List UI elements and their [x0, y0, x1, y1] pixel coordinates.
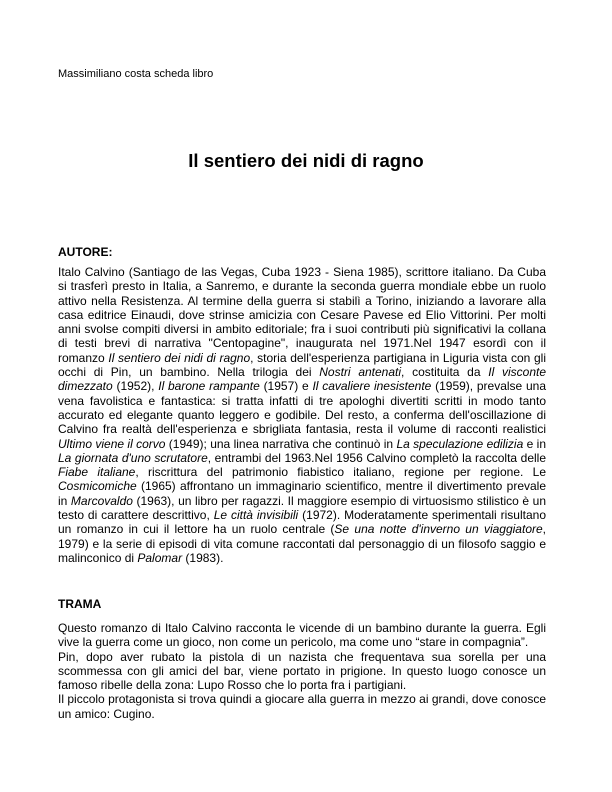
work-title: Fiabe italiane — [58, 465, 136, 480]
text-run: Italo Calvino (Santiago de las Vegas, Cuba 1923 - Siena 1985), scrittore italiano. Da Cuba si trasferì presto in Italia, a Sanremo, e durante la seconda guerra mondiale ebbe un ruolo attivo nella Resistenza. Al termine della guerra si stabilì a Torino, iniziando a lavorare alla casa editrice Einaudi, dove strinse amicizia con Cesare Pavese ed Elio Vittorini. Per molti anni svolse compiti diversi in ambito editoriale; fra i suoi contributi più significativi la collana di testi brevi di narrativa "Centopagine", inaugurata nel 1971.Nel 1947 esordì con il romanzo — [58, 265, 546, 365]
document-header: Massimiliano costa scheda libro — [58, 68, 214, 80]
trama-paragraph: Questo romanzo di Italo Calvino racconta le vicende di un bambino durante la guerra. Egli vive la guerra come un gioco, non come un pericolo, ma come uno “stare in compagnia”. — [58, 621, 546, 650]
text-run: (1957) e — [259, 379, 313, 394]
text-run: , 1979) e la serie di episodi di vita comune raccontati dal personaggio di un filosofo saggio e malinconico di — [58, 522, 547, 565]
trama-paragraph: Pin, dopo aver rubato la pistola di un nazista che frequentava sua sorella per una scommessa con gli amici del bar, viene portato in prigione. In questo luogo conosce un famoso ribelle della zona: Lupo Rosso che lo porta fra i partigiani. — [58, 649, 546, 693]
section-heading-trama: TRAMA — [58, 597, 102, 611]
trama-paragraph: Il piccolo protagonista si trova quindi a giocare alla guerra in mezzo ai grandi, dove conosce un amico: Cugino. — [58, 692, 546, 721]
autore-paragraph — [58, 265, 546, 565]
work-title: Il cavaliere inesistente — [312, 379, 432, 394]
work-title: Nostri antenati — [319, 365, 402, 380]
text-run: (1963), un libro per ragazzi. Il maggiore esempio di virtuosismo stilistico è un testo di carattere descrittivo, — [58, 493, 546, 523]
text-run: (1949); una linea narrativa che continuò in — [165, 436, 397, 451]
text-run: (1983). — [182, 550, 224, 565]
text-run: , storia dell'esperienza partigiana in Liguria vista con gli occhi di Pin, un bambino. Nella trilogia dei — [58, 350, 547, 380]
text-run: (1965) affrontano un immaginario scientifico, mentre il divertimento prevale in — [58, 479, 546, 508]
document-title: Il sentiero dei nidi di ragno — [188, 150, 424, 171]
work-title: Il barone rampante — [158, 379, 260, 394]
text-run: , entrambi del 1963.Nel 1956 Calvino completò la raccolta delle — [207, 450, 546, 465]
text-run: e in — [523, 436, 547, 451]
text-run: , riscrittura del patrimonio fiabistico italiano, regione per regione. Le — [135, 465, 546, 480]
trama-section — [58, 621, 546, 721]
work-title: La speculazione edilizia — [396, 436, 524, 451]
work-title: Ultimo viene il corvo — [58, 436, 166, 451]
work-title: Le città invisibili — [213, 508, 299, 523]
text-run: (1952), — [112, 379, 159, 394]
work-title: Se una notte d'inverno un viaggiatore — [334, 522, 543, 537]
work-title: Cosmicomiche — [58, 479, 137, 494]
text-run: (1972). Moderatamente sperimentali risultano un romanzo in cui il lettore ha un ruolo centrale ( — [58, 508, 546, 537]
section-heading-autore: AUTORE: — [58, 245, 113, 259]
work-title: Palomar — [137, 550, 183, 565]
work-title: Marcovaldo — [70, 493, 133, 508]
work-title: La giornata d'uno scrutatore — [58, 450, 208, 465]
text-run: , costituita da — [401, 365, 489, 380]
work-title: Il visconte dimezzato — [58, 365, 546, 394]
text-run: (1959), prevalse una vena favolistica e fantastica: si tratta infatti di tre apologhi divertiti scritti in modo tanto accurato ed elegante quanto leggero e godibile. Del resto, a conferma dell'oscillazione di Calvino fra realtà dell'esperienza e sbrigliata fantasia, resta il volume di racconti realistici — [58, 379, 546, 437]
work-title: Il sentiero dei nidi di ragno — [108, 350, 251, 365]
